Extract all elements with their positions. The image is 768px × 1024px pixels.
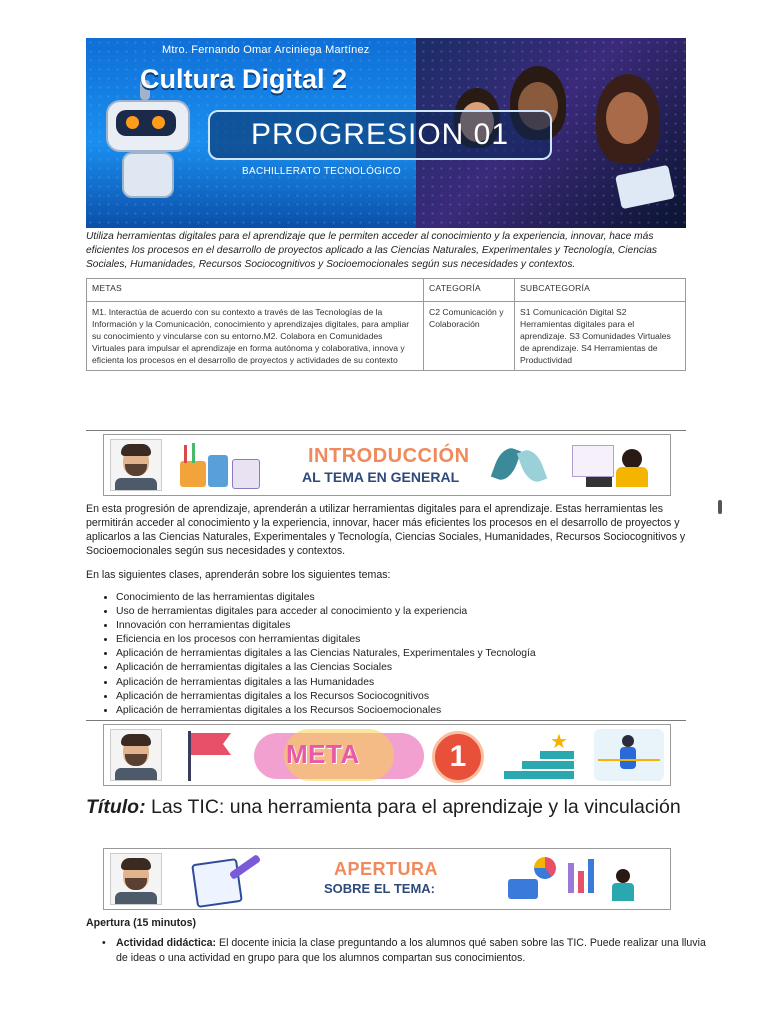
topics-list: [100, 591, 536, 718]
list-item: • Aplicación de herramientas digitales a las Ciencias Sociales: [116, 661, 536, 675]
list-item: • Aplicación de herramientas digitales a los Recursos Socioemocionales: [116, 704, 536, 718]
list-item: • Innovación con herramientas digitales: [116, 619, 536, 633]
progression-label: PROGRESION 01: [208, 110, 552, 160]
intro-banner: [103, 434, 671, 496]
apertura-heading: Apertura (15 minutos): [86, 917, 197, 929]
title-text: Las TIC: una herramienta para el aprendizaje y la vinculación: [145, 796, 681, 818]
leaf-icon: [517, 447, 547, 486]
stairs-star-icon: ★: [504, 743, 574, 779]
art-supplies-icon: [174, 441, 264, 489]
list-item: • Aplicación de herramientas digitales a las Humanidades: [116, 676, 536, 690]
col-categoria: CATEGORÍA: [424, 279, 515, 302]
metas-table: [86, 278, 686, 371]
cell-subcategoria: S1 Comunicación Digital S2 Herramientas digitales para el aprendizaje. S3 Comunidades Virtuales de aprendizaje. S4 Herramientas de Productividad: [515, 302, 686, 371]
paragraph-1: En esta progresión de aprendizaje, aprenderán a utilizar herramientas digitales para el aprendizaje. Estas herramientas les permitirán acceder al conocimiento y la experiencia, innovar, hacer más eficientes los procesos en el desarrollo de proyectos y aplicarlos a las Ciencias Naturales, Experimentales y Tecnología, Ciencias Sociales, Humanidades, Recursos Sociocognitivos y Socioemocionales según sus necesidades y contextos.: [86, 503, 686, 557]
page: [86, 38, 686, 371]
intro-banner-title: INTRODUCCIÓN: [308, 445, 470, 467]
col-subcategoria: SUBCATEGORÍA: [515, 279, 686, 302]
teacher-avatar: [110, 729, 162, 781]
data-charts-icon: [498, 853, 658, 905]
flag-icon: [191, 733, 231, 755]
activity-label: Actividad didáctica:: [116, 937, 217, 949]
robot-illustration: [96, 78, 196, 218]
flag-pole-icon: [188, 731, 191, 781]
list-item: • Aplicación de herramientas digitales a los Recursos Sociocognitivos: [116, 690, 536, 704]
divider: [86, 430, 686, 431]
student-laptop-icon: [566, 441, 662, 489]
activity-item: • Actividad didáctica: El docente inicia la clase preguntando a los alumnos qué saben sobre las TIC. Puede realizar una lluvia de ideas o una actividad en grupo para que los alumnos compartan sus conocimientos.: [102, 937, 706, 964]
apertura-banner-title: APERTURA: [334, 859, 439, 879]
author-name: Mtro. Fernando Omar Arciniega Martínez: [162, 44, 370, 56]
table-header-row: [87, 279, 686, 302]
list-item: • Aplicación de herramientas digitales a las Ciencias Naturales, Experimentales y Tecnología: [116, 647, 536, 661]
apertura-banner: [103, 848, 671, 910]
teacher-avatar: [110, 853, 162, 905]
side-mark: [718, 500, 722, 514]
list-item: • Uso de herramientas digitales para acceder al conocimiento y la experiencia: [116, 605, 536, 619]
lesson-title: [86, 795, 686, 819]
list-item: • Eficiencia en los procesos con herramientas digitales: [116, 633, 536, 647]
cell-metas: M1. Interactúa de acuerdo con su contexto a través de las Tecnologías de la Información y la Comunicación, conocimiento y aprendizajes digitales, para ampliar su conocimiento y vincularse con su entorno.M2. Colabora en Comunidades Virtuales para impulsar el aprendizaje en forma autónoma y colaborativa, innova y eficienta los procesos en el desarrollo de proyectos y actividades de su contexto: [87, 302, 424, 371]
apertura-banner-subtitle: SOBRE EL TEMA:: [324, 881, 435, 896]
course-title: Cultura Digital 2: [140, 64, 348, 94]
header-banner: [86, 38, 686, 228]
winner-icon: [594, 729, 664, 781]
meta-banner: [103, 724, 671, 786]
table-row: [87, 302, 686, 371]
list-item: • Conocimiento de las herramientas digitales: [116, 591, 536, 605]
cell-categoria: C2 Comunicación y Colaboración: [424, 302, 515, 371]
notebook-pencil-icon: [184, 857, 264, 903]
level-label: BACHILLERATO TECNOLÓGICO: [242, 166, 401, 177]
intro-text: Utiliza herramientas digitales para el aprendizaje que le permiten acceder al conocimiento y la experiencia, innovar, hace más eficientes los procesos en el desarrollo de proyectos aplicado a las Ciencias Naturales, Experimentales y Tecnología, Ciencias Sociales, Humanidades, Recursos Sociocognitivos y Socioemocionales según sus necesidades y contextos.: [86, 231, 657, 270]
paragraph-2: En las siguientes clases, aprenderán sobre los siguientes temas:: [86, 569, 391, 581]
title-label: Título:: [86, 796, 146, 818]
intro-banner-subtitle: AL TEMA EN GENERAL: [302, 469, 460, 485]
col-metas: METAS: [87, 279, 424, 302]
meta-number-badge: 1: [432, 731, 484, 783]
divider: [86, 720, 686, 721]
meta-banner-title: META: [286, 739, 360, 769]
activity-text: El docente inicia la clase preguntando a los alumnos qué saben sobre las TIC. Puede realizar una lluvia de ideas o una actividad en grupo para que los alumnos compartan sus conocimientos.: [116, 937, 706, 964]
teacher-avatar: [110, 439, 162, 491]
leaf-icon: [491, 445, 521, 484]
